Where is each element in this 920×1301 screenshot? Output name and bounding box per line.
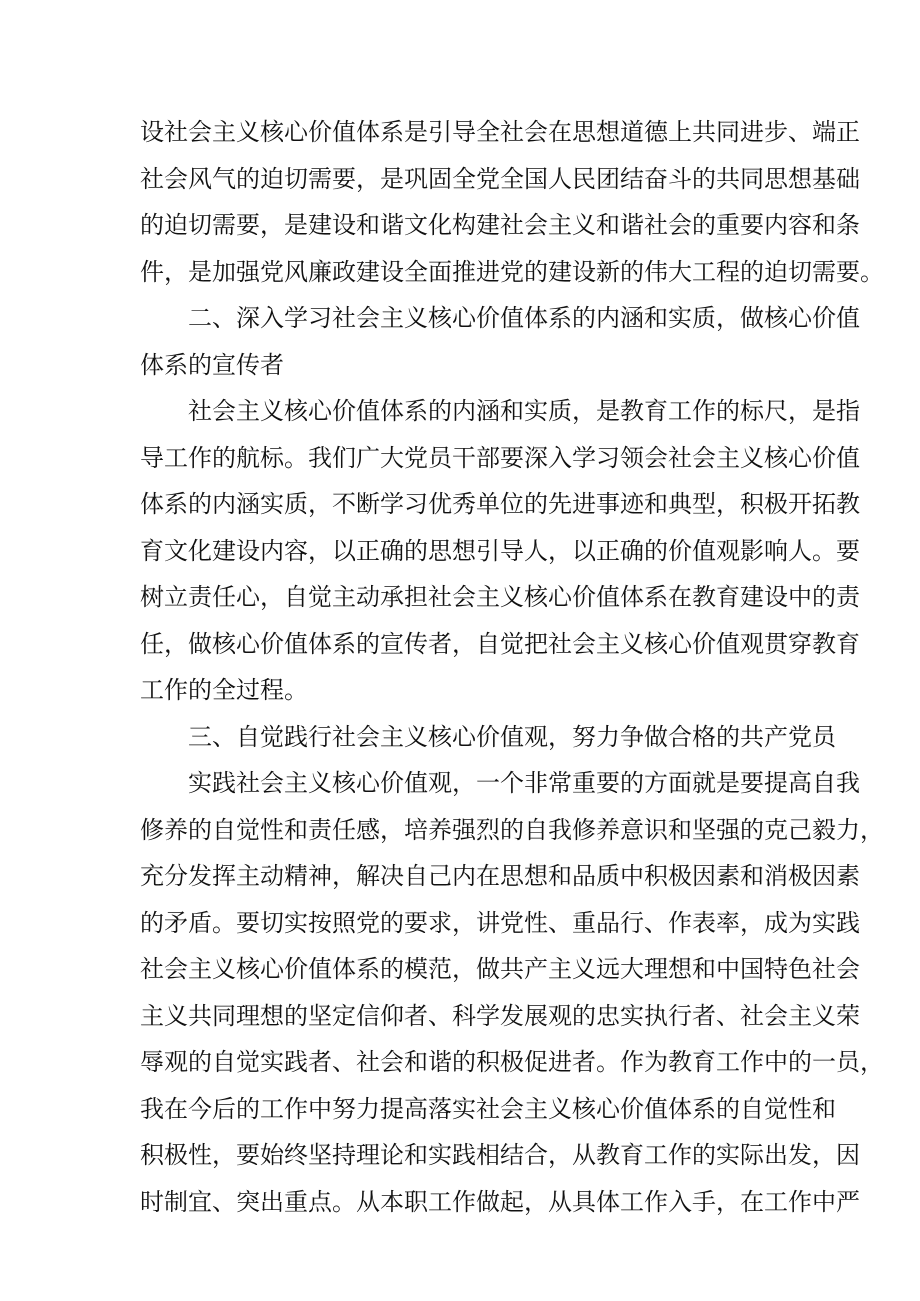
text-line: 时制宜、突出重点。从本职工作做起，从具体工作入手，在工作中严 [140,1187,860,1216]
text-line: 社会主义核心价值体系的模范，做共产主义远大理想和中国特色社会 [140,955,860,983]
text-line: 实践社会主义核心价值观，一个非常重要的方面就是要提高自我 [188,769,860,797]
text-line: 件，是加强党风廉政建设全面推进党的建设新的伟大工程的迫切需要。 [140,257,884,286]
text-line: 社会风气的迫切需要，是巩固全党全国人民团结奋斗的共同思想基础 [140,164,860,193]
text-line: 工作的全过程。 [140,676,308,704]
text-line: 积极性，要始终坚持理论和实践相结合，从教育工作的实际出发，因 [140,1141,860,1169]
text-line: 体系的内涵实质，不断学习优秀单位的先进事迹和典型，积极开拓教 [140,490,860,518]
text-line: 设社会主义核心价值体系是引导全社会在思想道德上共同进步、端正 [140,118,860,146]
text-line: 树立责任心，自觉主动承担社会主义核心价值体系在教育建设中的责 [140,583,860,611]
section-heading-2 [140,295,860,388]
text-line: 充分发挥主动精神，解决自己内在思想和品质中积极因素和消极因素 [140,862,860,890]
text-line: 主义共同理想的坚定信仰者、科学发展观的忠实执行者、社会主义荣 [140,1001,860,1030]
heading-line: 体系的宣传者 [140,350,284,379]
text-line: 修养的自觉性和责任感，培养强烈的自我修养意识和坚强的克己毅力， [140,815,884,844]
section-heading-3 [140,714,836,761]
paragraph-1 [140,109,884,295]
text-line: 我在今后的工作中努力提高落实社会主义核心价值体系的自觉性和 [140,1094,836,1123]
text-line: 社会主义核心价值体系的内涵和实质，是教育工作的标尺，是指 [188,397,860,425]
heading-line: 三、自觉践行社会主义核心价值观，努力争做合格的共产党员 [188,722,836,751]
paragraph-3 [140,388,860,714]
text-line: 辱观的自觉实践者、社会和谐的积极促进者。作为教育工作中的一员， [140,1048,884,1076]
text-line: 育文化建设内容，以正确的思想引导人，以正确的价值观影响人。要 [140,536,860,565]
text-line: 导工作的航标。我们广大党员干部要深入学习领会社会主义核心价值 [140,443,860,472]
paragraph-5 [140,760,884,1225]
text-line: 任，做核心价值体系的宣传者，自觉把社会主义核心价值观贯穿教育 [140,629,860,658]
text-line: 的矛盾。要切实按照党的要求，讲党性、重品行、作表率，成为实践 [140,908,860,937]
heading-line: 二、深入学习社会主义核心价值体系的内涵和实质，做核心价值 [188,304,860,332]
text-line: 的迫切需要，是建设和谐文化构建社会主义和谐社会的重要内容和条 [140,211,860,239]
document-body [140,109,884,1225]
